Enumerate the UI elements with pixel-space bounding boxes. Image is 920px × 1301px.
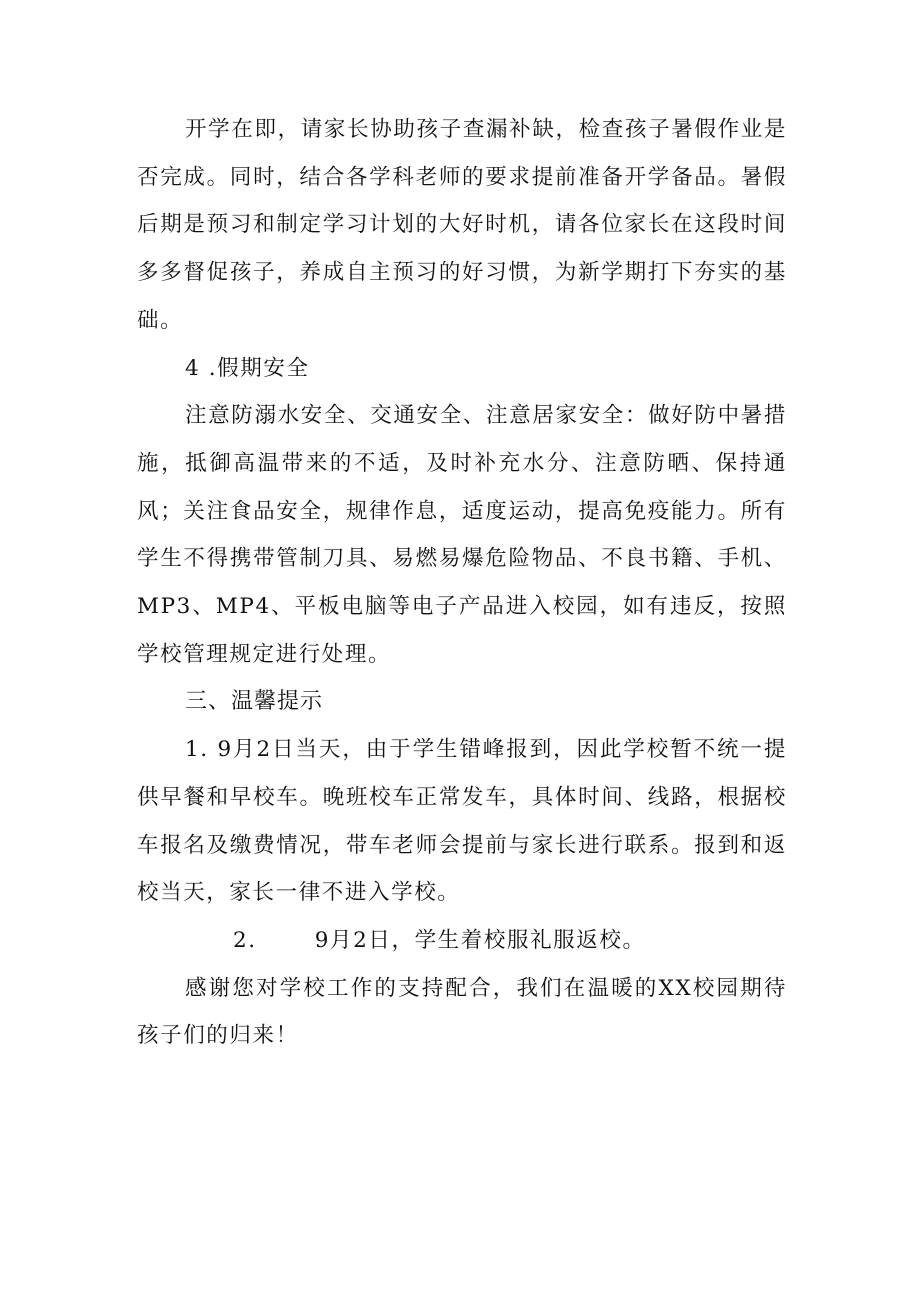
paragraph-thanks: 感谢您对学校工作的支持配合，我们在温暖的XX校园期待孩子们的归来！ (137, 975, 787, 1049)
paragraph-preparation: 开学在即，请家长协助孩子查漏补缺，检查孩子暑假作业是否完成。同时，结合各学科老师的要求提前准备开学备品。暑假后期是预习和制定学习计划的大好时机，请各位家长在这段时间多多督促孩子，养成自主预习的好习惯，为新学期打下夯实的基础。 (137, 117, 787, 333)
paragraph-tip-2 (137, 917, 787, 965)
heading-holiday-safety: 4 .假期安全 (185, 355, 310, 381)
paragraph-tip-1: 1. 9月2日当天，由于学生错峰报到，因此学校暂不统一提供早餐和早校车。晚班校车正常发车，具体时间、线路，根据校车报名及缴费情况，带车老师会提前与家长进行联系。报到和返校当天，家长一律不进入学校。 (137, 737, 787, 906)
paragraph-safety: 注意防溺水安全、交通安全、注意居家安全：做好防中暑措施，抵御高温带来的不适，及时补充水分、注意防晒、保持通风；关注食品安全，规律作息，适度运动，提高免疫能力。所有学生不得携带管制刀具、易燃易爆危险物品、不良书籍、手机、MP3、MP4、平板电脑等电子产品进入校园，如有违反，按照学校管理规定进行处理。 (137, 403, 787, 667)
heading-warm-tips: 三、温馨提示 (185, 689, 324, 715)
tip-2-number: 2. (233, 927, 257, 953)
tip-2-text: 9月2日，学生着校服礼服返校。 (314, 927, 646, 953)
document-body (137, 106, 787, 1060)
